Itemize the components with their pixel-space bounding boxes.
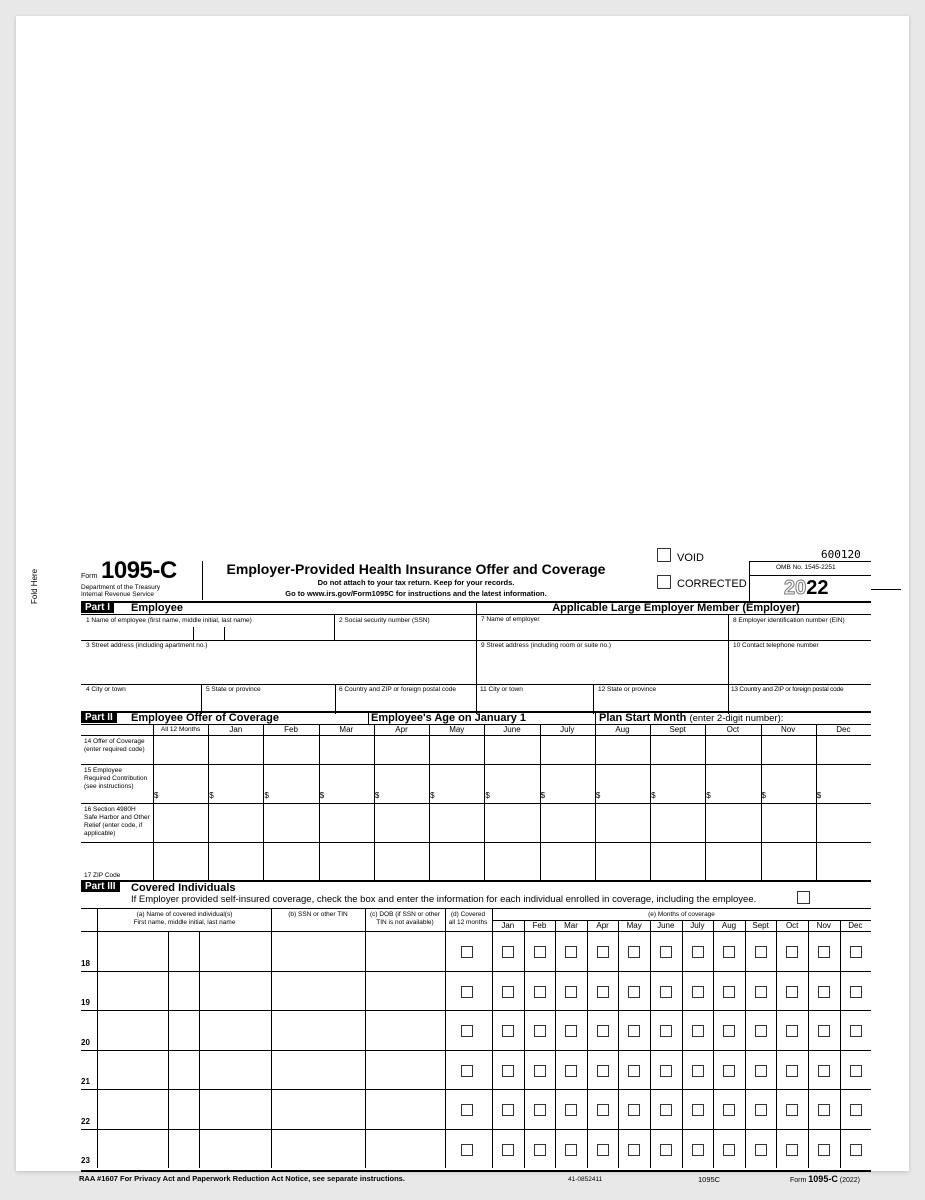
form-code: 600120 (821, 548, 861, 561)
part3-month-header: Aug (721, 921, 737, 930)
part3-row-number: 21 (81, 1077, 90, 1086)
month-coverage-checkbox[interactable] (660, 1144, 672, 1156)
col-d-header (445, 911, 491, 927)
month-coverage-checkbox[interactable] (692, 1025, 704, 1037)
part3-row-number: 22 (81, 1116, 90, 1126)
month-coverage-checkbox[interactable] (565, 1104, 577, 1116)
month-coverage-checkbox[interactable] (660, 1025, 672, 1037)
month-coverage-checkbox[interactable] (628, 946, 640, 958)
part2-col-header: Feb (284, 725, 298, 734)
month-coverage-checkbox[interactable] (597, 986, 609, 998)
month-coverage-checkbox[interactable] (565, 1025, 577, 1037)
part3-header-top (81, 908, 871, 909)
form-title: Employer-Provided Health Insurance Offer and Coverage (226, 561, 606, 577)
part2-row-line (81, 764, 871, 765)
part2-col-header: All 12 Months (160, 726, 201, 733)
part2-col-line (208, 724, 209, 880)
part3-month-line (776, 920, 777, 1168)
part3-month-header: Oct (785, 921, 799, 930)
omb-divider (749, 561, 750, 603)
month-coverage-checkbox[interactable] (786, 1065, 798, 1077)
part3-month-header: May (626, 921, 642, 930)
omb-topline (749, 561, 871, 562)
dollar-sign: $ (154, 791, 159, 800)
dollar-sign: $ (485, 791, 490, 800)
part3-month-header: July (690, 921, 705, 930)
part3-row-number: 18 (81, 958, 90, 968)
part3-month-line (650, 920, 651, 1168)
row-15-label: 15 Employee Required Contribution (see instructions) (84, 767, 148, 790)
form-number: 1095-C (101, 557, 177, 584)
month-coverage-checkbox[interactable] (850, 946, 862, 958)
dollar-sign: $ (595, 791, 601, 800)
month-coverage-checkbox[interactable] (597, 1025, 609, 1037)
month-coverage-checkbox[interactable] (692, 1065, 704, 1077)
month-coverage-checkbox[interactable] (818, 946, 830, 958)
part2-col-line (650, 724, 651, 880)
part2-title: Employee Offer of Coverage (131, 712, 279, 724)
month-coverage-checkbox[interactable] (692, 946, 704, 958)
month-coverage-checkbox[interactable] (502, 1025, 514, 1037)
month-coverage-checkbox[interactable] (755, 1104, 767, 1116)
part2-col-header: Sept (669, 725, 686, 734)
footer-topline (81, 1170, 871, 1172)
field-13-zip[interactable]: 13 Country and ZIP or foreign postal code (731, 686, 844, 693)
part3-row-number: 20 (81, 1037, 90, 1047)
part3-month-line (745, 920, 746, 1168)
plan-start-title: Plan Start Month (599, 712, 687, 724)
part2-col-header: Dec (836, 725, 851, 734)
part2-title-divider-2 (595, 711, 596, 724)
footer-form-ref (790, 1174, 860, 1184)
month-coverage-checkbox[interactable] (786, 1104, 798, 1116)
field-7-employer-name[interactable]: 7 Name of employer (481, 616, 540, 623)
part3-month-line (682, 920, 683, 1168)
corrected-checkbox[interactable] (657, 575, 671, 589)
field-9-street[interactable]: 9 Street address (including room or suite no.) (481, 642, 612, 649)
month-coverage-checkbox[interactable] (534, 1025, 546, 1037)
form-page (16, 16, 909, 1184)
col-c-line2: TIN is not available) (376, 919, 434, 926)
field-3-street[interactable]: 3 Street address (including apartment no.) (86, 642, 208, 649)
self-insured-checkbox[interactable] (797, 891, 810, 904)
month-coverage-checkbox[interactable] (502, 1144, 514, 1156)
month-coverage-checkbox[interactable] (597, 946, 609, 958)
part2-col-line (761, 724, 762, 880)
footer-form-word: Form (790, 1177, 807, 1184)
form-subtitle-1: Do not attach to your tax return. Keep for your records. (317, 578, 515, 587)
f4-f5-divider (201, 684, 202, 714)
f1-tick-b (224, 627, 225, 640)
part3-instruction: If Employer provided self-insured coverage, check the box and enter the information for each individual enrolled in coverage, including the employee. (131, 894, 757, 905)
col-b-header: (b) SSN or other TIN (288, 911, 348, 918)
month-coverage-checkbox[interactable] (597, 1104, 609, 1116)
dollar-sign: $ (264, 791, 269, 800)
part3-row-number: 23 (81, 1156, 90, 1165)
part2-col-header: July (560, 725, 575, 734)
month-coverage-checkbox[interactable] (818, 1144, 830, 1156)
void-label: VOID (677, 552, 704, 564)
part2-col-line (153, 724, 154, 880)
col-d-line2: all 12 months (448, 919, 488, 926)
covered-all-12-checkbox[interactable] (461, 946, 473, 958)
field-10-phone[interactable]: 10 Contact telephone number (733, 642, 819, 649)
covered-all-12-checkbox[interactable] (461, 1025, 473, 1037)
month-coverage-checkbox[interactable] (755, 1025, 767, 1037)
part2-col-header: Mar (339, 725, 354, 734)
f11-f12-divider (593, 684, 594, 714)
part1-center-divider (476, 601, 477, 714)
row-16-label: 16 Section 4980H Safe Harbor and Other Relief (enter code, if applicable) (84, 806, 150, 837)
month-coverage-checkbox[interactable] (692, 1104, 704, 1116)
part3-month-header: Apr (596, 921, 609, 930)
month-coverage-checkbox[interactable] (786, 946, 798, 958)
corrected-label: CORRECTED (677, 578, 747, 590)
month-coverage-checkbox[interactable] (502, 1104, 514, 1116)
month-coverage-checkbox[interactable] (723, 946, 735, 958)
footer-cat-number: 41-0852411 (568, 1176, 603, 1183)
month-coverage-checkbox[interactable] (565, 1065, 577, 1077)
dollar-sign: $ (761, 791, 766, 800)
month-coverage-checkbox[interactable] (850, 1144, 862, 1156)
part2-title-divider-1 (368, 711, 369, 724)
month-coverage-checkbox[interactable] (660, 946, 672, 958)
part3-month-line (808, 920, 809, 1168)
col-d-line1: (d) Covered (450, 911, 486, 918)
part2-col-header: Oct (726, 725, 740, 734)
covered-all-12-checkbox[interactable] (461, 1104, 473, 1116)
header-divider-left (202, 561, 203, 600)
month-coverage-checkbox[interactable] (818, 1104, 830, 1116)
col-a-line1: (a) Name of covered individual(s) (136, 911, 233, 918)
part1-title: Employee (131, 602, 183, 614)
form-subtitle-2: Go to www.irs.gov/Form1095C for instructions and the latest information. (285, 589, 547, 598)
part2-colheader-bottom (81, 735, 871, 736)
month-coverage-checkbox[interactable] (723, 1144, 735, 1156)
covered-all-12-checkbox[interactable] (461, 1065, 473, 1077)
part3-row-line (81, 1089, 871, 1090)
month-coverage-checkbox[interactable] (755, 1065, 767, 1077)
omb-midline (749, 575, 871, 576)
part2-col-line (263, 724, 264, 880)
month-coverage-checkbox[interactable] (850, 1025, 862, 1037)
month-coverage-checkbox[interactable] (534, 986, 546, 998)
month-coverage-checkbox[interactable] (565, 986, 577, 998)
age-title: Employee's Age on January 1 (371, 712, 527, 724)
dollar-sign: $ (651, 791, 656, 800)
dollar-sign: $ (816, 791, 822, 800)
part2-col-line (540, 724, 541, 880)
fold-line-right (871, 589, 901, 590)
part3-row-line (81, 1050, 871, 1051)
month-coverage-checkbox[interactable] (565, 946, 577, 958)
fold-here-label: Fold Here (30, 568, 39, 604)
part2-col-header: Aug (615, 725, 630, 734)
dollar-sign: $ (319, 791, 325, 800)
month-coverage-checkbox[interactable] (534, 1065, 546, 1077)
void-checkbox[interactable] (657, 548, 671, 562)
part2-label: Part II (81, 712, 117, 723)
field-12-state[interactable]: 12 State or province (598, 686, 657, 693)
part3-month-header: Jan (501, 921, 515, 930)
month-coverage-checkbox[interactable] (723, 1025, 735, 1037)
month-coverage-checkbox[interactable] (755, 1144, 767, 1156)
part3-row-line (81, 1129, 871, 1130)
col-c-line1: (c) DOB (if SSN or other (369, 911, 441, 918)
part3-month-header: Dec (848, 921, 863, 930)
month-coverage-checkbox[interactable] (692, 1144, 704, 1156)
part2-row-line (81, 803, 871, 804)
footer-form-number: 1095-C (808, 1174, 838, 1184)
f7-f8-divider (728, 614, 729, 714)
col-c-header (365, 911, 445, 927)
field-6-zip[interactable]: 6 Country and ZIP or foreign postal code (339, 686, 456, 693)
dollar-sign: $ (706, 791, 711, 800)
month-coverage-checkbox[interactable] (565, 1144, 577, 1156)
part2-col-line (319, 724, 320, 880)
month-coverage-checkbox[interactable] (628, 986, 640, 998)
irs-line: Internal Revenue Service (81, 591, 154, 598)
covered-all-12-checkbox[interactable] (461, 1144, 473, 1156)
plan-start-hint: (enter 2-digit number): (689, 713, 784, 724)
month-coverage-checkbox[interactable] (534, 946, 546, 958)
footer-year: (2022) (839, 1177, 861, 1184)
part3-month-header: Mar (564, 921, 578, 930)
part3-label: Part III (81, 881, 120, 892)
col-a-header (97, 911, 272, 927)
part2-col-header: June (503, 725, 521, 734)
col-e-header: (e) Months of coverage (648, 911, 715, 918)
field-8-ein[interactable]: 8 Employer identification number (EIN) (733, 617, 845, 624)
tax-year-light: 20 (784, 577, 807, 599)
month-coverage-checkbox[interactable] (628, 1144, 640, 1156)
month-coverage-checkbox[interactable] (850, 1104, 862, 1116)
part3-month-line (524, 920, 525, 1168)
month-coverage-checkbox[interactable] (660, 1065, 672, 1077)
part2-col-line (429, 724, 430, 880)
month-coverage-checkbox[interactable] (660, 1104, 672, 1116)
month-coverage-checkbox[interactable] (786, 1144, 798, 1156)
part3-month-header: Feb (532, 921, 547, 930)
part2-col-line (374, 724, 375, 880)
part3-row-number: 19 (81, 998, 90, 1007)
part3-month-header: Sept (752, 921, 769, 930)
part3-month-line (587, 920, 588, 1168)
month-coverage-checkbox[interactable] (723, 1104, 735, 1116)
field-5-state[interactable]: 5 State or province (206, 686, 261, 693)
month-coverage-checkbox[interactable] (628, 1065, 640, 1077)
part3-month-line (618, 920, 619, 1168)
month-coverage-checkbox[interactable] (628, 1025, 640, 1037)
part2-col-header: May (449, 725, 465, 734)
dollar-sign: $ (209, 791, 214, 800)
dollar-sign: $ (540, 791, 546, 800)
footer-mid: 1095C (698, 1175, 721, 1184)
month-coverage-checkbox[interactable] (723, 986, 735, 998)
part3-row-line (81, 1010, 871, 1011)
footer-notice: RAA #1607 For Privacy Act and Paperwork Reduction Act Notice, see separate instructions. (79, 1174, 405, 1183)
month-coverage-checkbox[interactable] (786, 986, 798, 998)
dollar-sign: $ (374, 791, 380, 800)
dept-treasury: Department of the Treasury (81, 584, 161, 591)
field-11-city[interactable]: 11 City or town (480, 686, 523, 693)
tax-year-bold: 22 (806, 577, 829, 599)
f1-tick-a (193, 627, 194, 640)
row-17-label: 17 ZIP Code (84, 872, 121, 879)
month-coverage-checkbox[interactable] (597, 1144, 609, 1156)
month-coverage-checkbox[interactable] (850, 1065, 862, 1077)
month-coverage-checkbox[interactable] (723, 1065, 735, 1077)
omb-number: OMB No. 1545-2251 (776, 564, 836, 571)
month-coverage-checkbox[interactable] (755, 946, 767, 958)
row-14-label: 14 Offer of Coverage (enter required code) (84, 738, 145, 753)
part3-month-line (555, 920, 556, 1168)
part2-col-header: Nov (781, 725, 796, 734)
month-coverage-checkbox[interactable] (786, 1025, 798, 1037)
part3-month-line (840, 920, 841, 1168)
part3-month-header: Nov (816, 921, 831, 930)
month-coverage-checkbox[interactable] (692, 986, 704, 998)
part2-col-line (595, 724, 596, 880)
month-coverage-checkbox[interactable] (502, 986, 514, 998)
month-coverage-checkbox[interactable] (502, 946, 514, 958)
part3-month-header: June (657, 921, 675, 930)
month-coverage-checkbox[interactable] (818, 986, 830, 998)
part2-col-line (484, 724, 485, 880)
form-1095c (81, 545, 871, 1187)
part3-row-line (81, 971, 871, 972)
month-coverage-checkbox[interactable] (628, 1104, 640, 1116)
month-coverage-checkbox[interactable] (502, 1065, 514, 1077)
part3-month-line (713, 920, 714, 1168)
part1-label: Part I (81, 602, 114, 613)
form-word: Form (81, 573, 98, 580)
part2-row-line (81, 842, 871, 843)
month-coverage-checkbox[interactable] (660, 986, 672, 998)
dollar-sign: $ (430, 791, 435, 800)
month-coverage-checkbox[interactable] (818, 1025, 830, 1037)
month-coverage-checkbox[interactable] (534, 1144, 546, 1156)
f1-f2-divider (334, 614, 335, 640)
col-a-line2: First name, middle initial, last name (133, 919, 236, 926)
month-coverage-checkbox[interactable] (755, 986, 767, 998)
field-2-ssn[interactable]: 2 Social security number (SSN) (339, 617, 430, 624)
part2-col-line (816, 724, 817, 880)
tax-year (784, 577, 829, 600)
covered-all-12-checkbox[interactable] (461, 986, 473, 998)
part2-col-header: Jan (229, 725, 243, 734)
field-1-employee-name[interactable]: 1 Name of employee (first name, middle initial, last name) (86, 617, 252, 624)
employer-section-title: Applicable Large Employer Member (Employer) (552, 602, 800, 614)
month-coverage-checkbox[interactable] (818, 1065, 830, 1077)
month-coverage-checkbox[interactable] (534, 1104, 546, 1116)
field-4-city[interactable]: 4 City or town (86, 686, 126, 693)
month-coverage-checkbox[interactable] (850, 986, 862, 998)
part2-col-line (705, 724, 706, 880)
month-coverage-checkbox[interactable] (597, 1065, 609, 1077)
part3-title: Covered Individuals (131, 882, 236, 894)
part2-col-header: Apr (395, 725, 408, 734)
